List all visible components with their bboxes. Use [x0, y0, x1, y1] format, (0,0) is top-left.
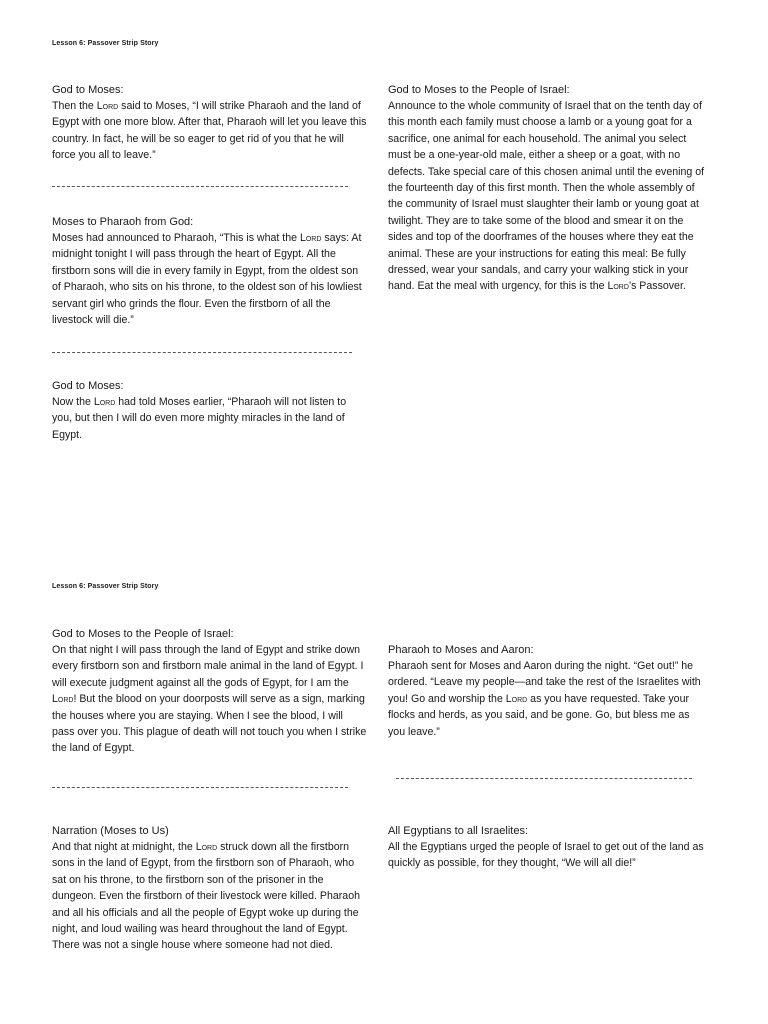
body-text: as you have requested. Take your flocks and herds, as you said, and be gone. Go, but bless me as you leave.” [388, 692, 690, 738]
section-title: Narration (Moses to Us) [52, 825, 169, 837]
body-text: On that night I will pass through the land of Egypt and strike down every firstborn son and firstborn male animal in the land of Egypt. I will execute judgment against all the gods of Egypt, for I am the [52, 644, 364, 689]
strip-section [388, 642, 706, 740]
body-text: had told Moses earlier, “Pharaoh will not listen to you, but then I will do even more mighty miracles in the land of Egypt. [52, 396, 347, 441]
divine-name-text: Lord [195, 841, 218, 853]
section-title: Moses to Pharaoh from God: [52, 216, 194, 228]
section-title: All Egyptians to all Israelites: [388, 825, 529, 837]
strip-section [52, 823, 368, 954]
body-text: ! But the blood on your doorposts will serve as a sign, marking the houses where you are staying. When I see the blood, I will pass over you. This plague of death will not touch you when I strike the land of Egypt. [52, 693, 367, 755]
section-body [52, 230, 368, 328]
cut-line [396, 778, 692, 779]
body-text: And that night at midnight, the [52, 841, 196, 853]
divine-name-text: Lord [299, 232, 322, 244]
body-text: All the Egyptians urged the people of Israel to get out of the land as quickly as possible, for they thought, “We will all die!” [388, 841, 704, 870]
divine-name-text: Lord [93, 396, 116, 408]
page-header: Lesson 6: Passover Strip Story [52, 40, 159, 47]
section-title: God to Moses: [52, 84, 124, 96]
strip-section [52, 214, 368, 328]
body-text: struck down all the firstborn sons in the land of Egypt, from the firstborn son of Pharaoh, who sat on his throne, to the firstborn son of the prisoner in the dungeon. Even the firstborn of their livestock were killed. Pharaoh and all his officials and all the people of Egypt woke up during the night, and loud wailing was heard throughout the land of Egypt. There was not a single house where someone had not died. [52, 841, 360, 952]
cut-line [52, 787, 348, 788]
page-header: Lesson 6: Passover Strip Story [52, 583, 159, 590]
section-title: God to Moses to the People of Israel: [52, 628, 234, 640]
section-body [388, 658, 706, 740]
body-text: Moses had announced to Pharaoh, “This is what the [52, 232, 300, 244]
divine-name-text: Lord [96, 100, 119, 112]
section-body [52, 98, 368, 164]
strip-section [52, 82, 368, 164]
section-body [388, 839, 706, 872]
divine-name-text: Lord [607, 280, 629, 293]
section-body [52, 642, 368, 757]
body-text: Announce to the whole community of Israel that on the tenth day of this month each family must choose a lamb or a young goat for a sacrifice, one animal for each household. The animal you select must be a one-year-old male, either a sheep or a goat, with no defects. Take special care of this chosen animal until the evening of the fourteenth day of this first month. Then the whole assembly of the community of Israel must slaughter their lamb or young goat at twilight. They are to take some of the blood and smear it on the sides and top of the doorframes of the houses where they eat the animal. These are your instructions for eating this meal: Be fully dressed, wear your sandals, and carry your walking stick in your hand. Eat the meal with urgency, for this is the [388, 100, 705, 293]
body-text: says: At midnight tonight I will pass through the heart of Egypt. All the firstborn sons will die in every family in Egypt, from the oldest son of Pharaoh, who sits on his throne, to the oldest son of his lowliest servant girl who grinds the flour. Even the firstborn of all the livestock will die.” [52, 232, 362, 327]
strip-section [388, 823, 706, 872]
cut-line [52, 186, 348, 187]
strip-section [52, 626, 368, 757]
section-body [388, 98, 706, 295]
body-text: Now the [52, 396, 94, 408]
cut-line [52, 352, 352, 353]
section-title: Pharaoh to Moses and Aaron: [388, 644, 534, 656]
body-text: said to Moses, “I will strike Pharaoh and the land of Egypt with one more blow. After that, Pharaoh will let you leave this country. In fact, he will be so eager to get rid of you that he will force you all to leave.” [52, 100, 367, 162]
section-body [52, 394, 368, 443]
strip-section [52, 378, 368, 443]
body-text: ’s Passover. [628, 280, 686, 293]
section-title: God to Moses: [52, 380, 124, 392]
body-text: Then the [52, 100, 97, 112]
section-body [52, 839, 368, 954]
section-title: God to Moses to the People of Israel: [388, 84, 570, 96]
divine-name-text: Lord [505, 692, 528, 705]
strip-section [388, 82, 706, 295]
body-text: Pharaoh sent for Moses and Aaron during the night. “Get out!” he ordered. “Leave my people—and take the rest of the Israelites with you! Go and worship the [388, 660, 701, 705]
divine-name-text: Lord [52, 693, 74, 706]
